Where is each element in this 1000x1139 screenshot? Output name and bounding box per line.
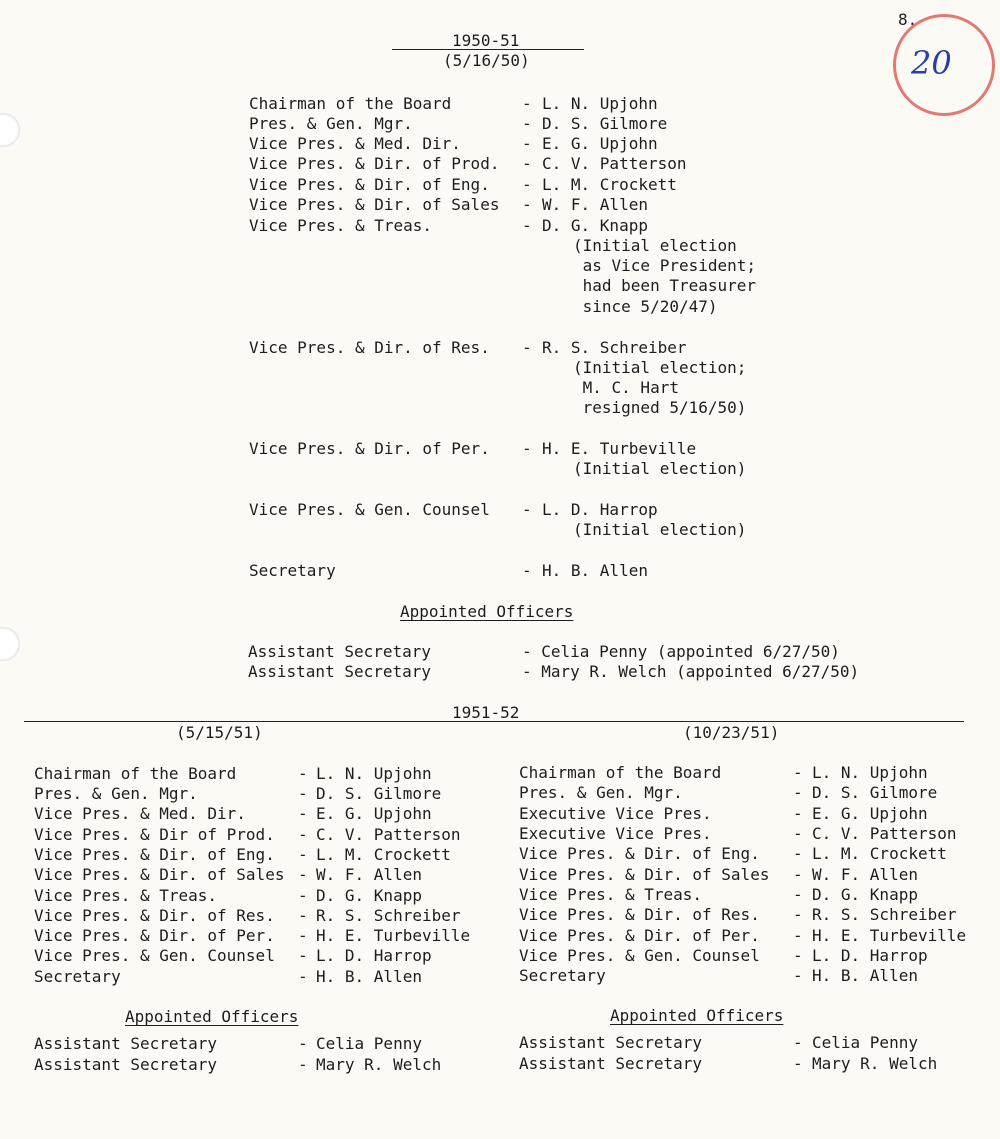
officer-title: Vice Pres. & Dir. of Res. (519, 905, 760, 924)
officer-dash: - (298, 886, 308, 905)
appointed-dash: - (298, 1034, 308, 1053)
officer-dash: - (522, 338, 532, 357)
officer-dash: - (298, 804, 308, 823)
officer-dash: - (298, 967, 308, 986)
officer-name: L. D. Harrop (542, 500, 658, 519)
appointed-dash: - (793, 1033, 803, 1052)
officer-name: R. S. Schreiber (542, 338, 687, 357)
officer-dash: - (793, 885, 803, 904)
officer-title: Pres. & Gen. Mgr. (519, 783, 683, 802)
officer-name: D. S. Gilmore (542, 114, 668, 133)
appointed-title: Assistant Secretary (519, 1054, 703, 1073)
appointed-text: - Mary R. Welch (appointed 6/27/50) (522, 662, 860, 681)
officer-dash: - (522, 439, 532, 458)
officer-title: Vice Pres. & Dir. of Res. (34, 906, 275, 925)
knapp-note-line: had been Treasurer (573, 276, 757, 295)
officer-dash: - (522, 134, 532, 153)
officer-title: Secretary (34, 967, 121, 986)
officer-dash: - (793, 966, 803, 985)
officer-dash: - (298, 865, 308, 884)
officer-name: H. B. Allen (542, 561, 648, 580)
officer-dash: - (793, 824, 803, 843)
appointed-row (0, 662, 1000, 682)
appointed-row (0, 1054, 1000, 1074)
officer-name: L. N. Upjohn (542, 94, 658, 113)
officer-row (0, 966, 1000, 986)
officer-dash: - (298, 784, 308, 803)
officer-dash: - (522, 216, 532, 235)
officer-name: D. G. Knapp (316, 886, 422, 905)
appointed-name: Mary R. Welch (316, 1055, 442, 1074)
officer-title: Vice Pres. & Treas. (34, 886, 218, 905)
officer-title: Vice Pres. & Med. Dir. (249, 134, 461, 153)
knapp-note-line: (Initial election (573, 236, 737, 255)
appointed-dash: - (793, 1054, 803, 1073)
appointed-name: Celia Penny (316, 1034, 422, 1053)
officer-title: Vice Pres. & Dir. of Eng. (249, 175, 490, 194)
res-note-line: resigned 5/16/50) (573, 398, 747, 417)
officer-name: H. B. Allen (812, 966, 918, 985)
officer-dash: - (793, 905, 803, 924)
officer-name: C. V. Patterson (812, 824, 957, 843)
officer-title: Vice Pres. & Treas. (519, 885, 703, 904)
heading-1950-51: 1950-51 (452, 31, 520, 50)
officer-row (0, 134, 1000, 154)
officer-row (0, 500, 1000, 520)
officer-name: W. F. Allen (812, 865, 918, 884)
appointed-name: Celia Penny (812, 1033, 918, 1052)
officer-name: D. G. Knapp (542, 216, 648, 235)
officer-name: H. B. Allen (316, 967, 422, 986)
officer-name: H. E. Turbeville (812, 926, 967, 945)
officer-dash: - (522, 154, 532, 173)
appointed-title: Assistant Secretary (248, 642, 432, 661)
officer-row (0, 175, 1000, 195)
officer-title: Secretary (249, 561, 336, 580)
officer-title: Executive Vice Pres. (519, 804, 712, 823)
officer-title: Vice Pres. & Dir. of Sales (249, 195, 500, 214)
heading-1951-52: 1951-52 (452, 703, 520, 722)
appointed-dash: - (298, 1055, 308, 1074)
officer-name: L. M. Crockett (542, 175, 677, 194)
officer-name: H. E. Turbeville (316, 926, 471, 945)
heading-rule-1950 (392, 49, 584, 50)
officer-title: Vice Pres. & Dir. of Eng. (34, 845, 275, 864)
officer-name: L. N. Upjohn (316, 764, 432, 783)
officer-name: L. M. Crockett (812, 844, 947, 863)
officer-title: Vice Pres. & Dir. of Eng. (519, 844, 760, 863)
officer-dash: - (522, 500, 532, 519)
officer-title: Vice Pres. & Med. Dir. (34, 804, 246, 823)
appointed-heading-1950: Appointed Officers (400, 602, 574, 621)
officer-name: E. G. Upjohn (316, 804, 432, 823)
officer-name: L. M. Crockett (316, 845, 451, 864)
appointed-heading-1951-left: Appointed Officers (125, 1007, 299, 1026)
officer-dash: - (522, 175, 532, 194)
officer-name: R. S. Schreiber (812, 905, 957, 924)
counsel-note: (Initial election) (573, 520, 747, 539)
appointed-title: Assistant Secretary (34, 1055, 218, 1074)
officer-title: Vice Pres. & Gen. Counsel (249, 500, 490, 519)
officer-name: R. S. Schreiber (316, 906, 461, 925)
officer-dash: - (298, 946, 308, 965)
officer-row (0, 824, 1000, 844)
officer-name: D. S. Gilmore (812, 783, 938, 802)
officer-title: Pres. & Gen. Mgr. (34, 784, 198, 803)
officer-title: Chairman of the Board (519, 763, 722, 782)
officer-name: H. E. Turbeville (542, 439, 697, 458)
officer-dash: - (522, 114, 532, 133)
officer-title: Vice Pres. & Dir. of Sales (519, 865, 770, 884)
officer-row (0, 439, 1000, 459)
officer-dash: - (298, 825, 308, 844)
officer-title: Vice Pres. & Dir. of Prod. (249, 154, 500, 173)
officer-row (0, 94, 1000, 114)
officer-dash: - (522, 561, 532, 580)
officer-name: C. V. Patterson (542, 154, 687, 173)
officer-row (0, 195, 1000, 215)
page-number: 8. (898, 10, 918, 29)
officer-row (0, 114, 1000, 134)
date-1951-left: (5/15/51) (176, 723, 263, 742)
officer-row (0, 905, 1000, 925)
officer-name: C. V. Patterson (316, 825, 461, 844)
officer-title: Chairman of the Board (249, 94, 452, 113)
officer-row (0, 946, 1000, 966)
officer-row (0, 804, 1000, 824)
officer-row (0, 844, 1000, 864)
officer-dash: - (793, 763, 803, 782)
officer-title: Vice Pres. & Dir. of Res. (249, 338, 490, 357)
officer-title: Vice Pres. & Dir. of Per. (34, 926, 275, 945)
officer-row (0, 783, 1000, 803)
officer-name: E. G. Upjohn (542, 134, 658, 153)
officer-row (0, 216, 1000, 236)
date-1950: (5/16/50) (443, 51, 530, 70)
heading-rule-1951 (24, 721, 964, 722)
officer-dash: - (793, 783, 803, 802)
appointed-title: Assistant Secretary (248, 662, 432, 681)
appointed-heading-1951-right: Appointed Officers (610, 1006, 784, 1025)
officer-dash: - (298, 764, 308, 783)
officer-name: W. F. Allen (542, 195, 648, 214)
per-note: (Initial election) (573, 459, 747, 478)
officer-row (0, 154, 1000, 174)
date-1951-right: (10/23/51) (683, 723, 780, 742)
officer-name: W. F. Allen (316, 865, 422, 884)
res-note-line: (Initial election; (573, 358, 747, 377)
officer-dash: - (298, 926, 308, 945)
officer-row (0, 763, 1000, 783)
appointed-name: Mary R. Welch (812, 1054, 938, 1073)
appointed-row (0, 642, 1000, 662)
officer-title: Vice Pres. & Dir of Prod. (34, 825, 275, 844)
res-note-line: M. C. Hart (573, 378, 679, 397)
officer-dash: - (793, 844, 803, 863)
officer-row (0, 865, 1000, 885)
officer-name: D. G. Knapp (812, 885, 918, 904)
appointed-title: Assistant Secretary (519, 1033, 703, 1052)
officer-dash: - (793, 926, 803, 945)
officer-title: Vice Pres. & Dir. of Per. (519, 926, 760, 945)
officer-title: Vice Pres. & Treas. (249, 216, 433, 235)
knapp-note-line: as Vice President; (573, 256, 757, 275)
officer-name: D. S. Gilmore (316, 784, 442, 803)
officer-title: Pres. & Gen. Mgr. (249, 114, 413, 133)
officer-name: L. D. Harrop (316, 946, 432, 965)
officer-row (0, 338, 1000, 358)
officer-title: Vice Pres. & Gen. Counsel (519, 946, 760, 965)
officer-row (0, 885, 1000, 905)
officer-dash: - (522, 195, 532, 214)
officer-name: E. G. Upjohn (812, 804, 928, 823)
officer-row (0, 561, 1000, 581)
officer-title: Vice Pres. & Dir. of Sales (34, 865, 285, 884)
officer-title: Executive Vice Pres. (519, 824, 712, 843)
knapp-note-line: since 5/20/47) (573, 297, 718, 316)
officer-dash: - (793, 804, 803, 823)
officer-title: Chairman of the Board (34, 764, 237, 783)
officer-name: L. D. Harrop (812, 946, 928, 965)
officer-dash: - (793, 865, 803, 884)
officer-name: L. N. Upjohn (812, 763, 928, 782)
officer-dash: - (298, 906, 308, 925)
officer-dash: - (298, 845, 308, 864)
officer-title: Secretary (519, 966, 606, 985)
officer-title: Vice Pres. & Gen. Counsel (34, 946, 275, 965)
appointed-row (0, 1033, 1000, 1053)
officer-dash: - (522, 94, 532, 113)
officer-title: Vice Pres. & Dir. of Per. (249, 439, 490, 458)
stamp-number: 20 (911, 44, 952, 82)
appointed-text: - Celia Penny (appointed 6/27/50) (522, 642, 840, 661)
officer-row (0, 926, 1000, 946)
officer-dash: - (793, 946, 803, 965)
appointed-title: Assistant Secretary (34, 1034, 218, 1053)
